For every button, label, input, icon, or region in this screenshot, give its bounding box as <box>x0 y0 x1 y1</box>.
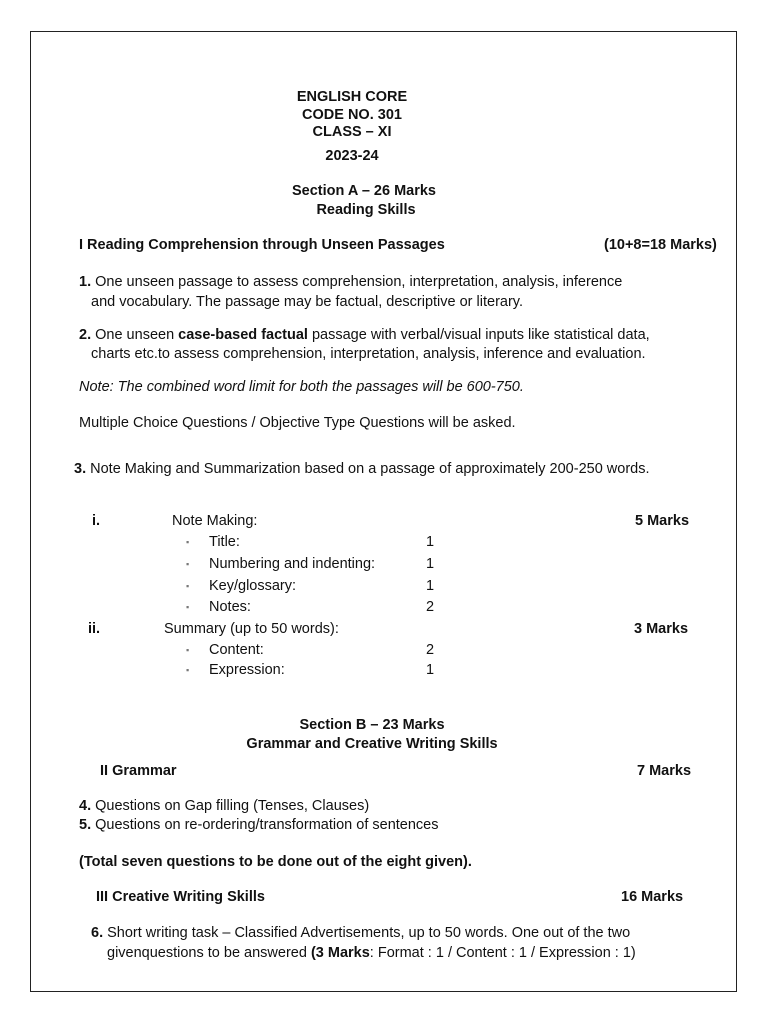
summary-numeral: ii. <box>88 621 101 637</box>
question-3-text: Note Making and Summarization based on a passage of approximately 200-250 words. <box>90 461 650 477</box>
creative-marks: 16 Marks <box>621 889 684 905</box>
question-5-number: 5. <box>79 817 92 833</box>
note-item-label: Notes: <box>209 599 251 615</box>
question-5-text: Questions on re-ordering/transformation of sentences <box>95 817 439 833</box>
summary-marks: 3 Marks <box>634 621 689 637</box>
bullet-icon: ▪ <box>186 602 190 612</box>
summary-item-label: Content: <box>209 642 264 658</box>
bullet-icon: ▪ <box>186 645 190 655</box>
question-6-line2 <box>107 944 636 962</box>
note-making-numeral: i. <box>92 513 101 529</box>
question-2-post: passage with verbal/visual inputs like statistical data, <box>307 327 650 343</box>
academic-year: 2023-24 <box>325 148 379 164</box>
question-1-number: 1. <box>79 274 92 290</box>
summary-item-value: 2 <box>426 642 435 658</box>
part1-heading: I Reading Comprehension through Unseen Passages <box>79 237 445 253</box>
class-label: CLASS – XI <box>312 124 392 140</box>
note-item-label: Title: <box>209 534 240 550</box>
summary-label: Summary (up to 50 words): <box>164 621 339 637</box>
question-4-text: Questions on Gap filling (Tenses, Clauses) <box>95 798 370 814</box>
page-border <box>30 31 737 992</box>
note-making-label: Note Making: <box>172 513 258 529</box>
question-2-number: 2. <box>79 327 92 343</box>
summary-item-value: 1 <box>426 662 435 678</box>
grammar-marks: 7 Marks <box>637 763 692 779</box>
mcq-note: Multiple Choice Questions / Objective Type Questions will be asked. <box>79 415 516 431</box>
question-6-marks: (3 Marks <box>310 945 370 961</box>
question-5 <box>79 816 438 834</box>
question-4-number: 4. <box>79 798 92 814</box>
subject-title: ENGLISH CORE <box>296 89 408 105</box>
grammar-heading: II Grammar <box>100 763 177 779</box>
question-6-breakdown: : Format : 1 / Content : 1 / Expression : 1) <box>369 945 636 961</box>
note-item-label: Numbering and indenting: <box>209 556 376 572</box>
question-2 <box>79 326 650 344</box>
question-1-line2: and vocabulary. The passage may be factual, descriptive or literary. <box>91 294 523 310</box>
bullet-icon: ▪ <box>186 559 190 569</box>
note-making-marks: 5 Marks <box>635 513 690 529</box>
question-3-number: 3. <box>74 461 87 477</box>
question-2-bold: case-based factual <box>178 327 308 343</box>
question-6 <box>91 924 630 942</box>
note-item-value: 1 <box>426 556 435 572</box>
question-2-pre: One unseen <box>95 327 179 343</box>
word-limit-note: Note: The combined word limit for both the passages will be 600-750. <box>79 379 524 395</box>
bullet-icon: ▪ <box>186 581 190 591</box>
bullet-icon: ▪ <box>186 665 190 675</box>
question-2-line2: charts etc.to assess comprehension, interpretation, analysis, inference and evaluation. <box>91 346 646 362</box>
section-a-subtitle: Reading Skills <box>316 202 416 218</box>
creative-heading: III Creative Writing Skills <box>96 889 265 905</box>
section-a-title: Section A – 26 Marks <box>292 183 436 199</box>
section-b-title: Section B – 23 Marks <box>299 717 445 733</box>
question-1 <box>79 273 622 291</box>
question-6-line2-pre: givenquestions to be answered <box>107 945 311 961</box>
note-item-value: 1 <box>426 578 435 594</box>
note-item-value: 1 <box>426 534 435 550</box>
note-item-label: Key/glossary: <box>209 578 297 594</box>
question-3 <box>74 460 650 478</box>
total-questions-note: (Total seven questions to be done out of the eight given). <box>79 854 472 870</box>
summary-item-label: Expression: <box>209 662 285 678</box>
question-1-text: One unseen passage to assess comprehension, interpretation, analysis, inference <box>95 274 623 290</box>
part1-marks: (10+8=18 Marks) <box>604 237 717 253</box>
question-6-number: 6. <box>91 925 104 941</box>
course-code: CODE NO. 301 <box>302 107 402 123</box>
section-b-subtitle: Grammar and Creative Writing Skills <box>246 736 498 752</box>
bullet-icon: ▪ <box>186 537 190 547</box>
note-item-value: 2 <box>426 599 435 615</box>
question-4 <box>79 797 369 815</box>
question-6-text: Short writing task – Classified Advertisements, up to 50 words. One out of the two <box>107 925 631 941</box>
